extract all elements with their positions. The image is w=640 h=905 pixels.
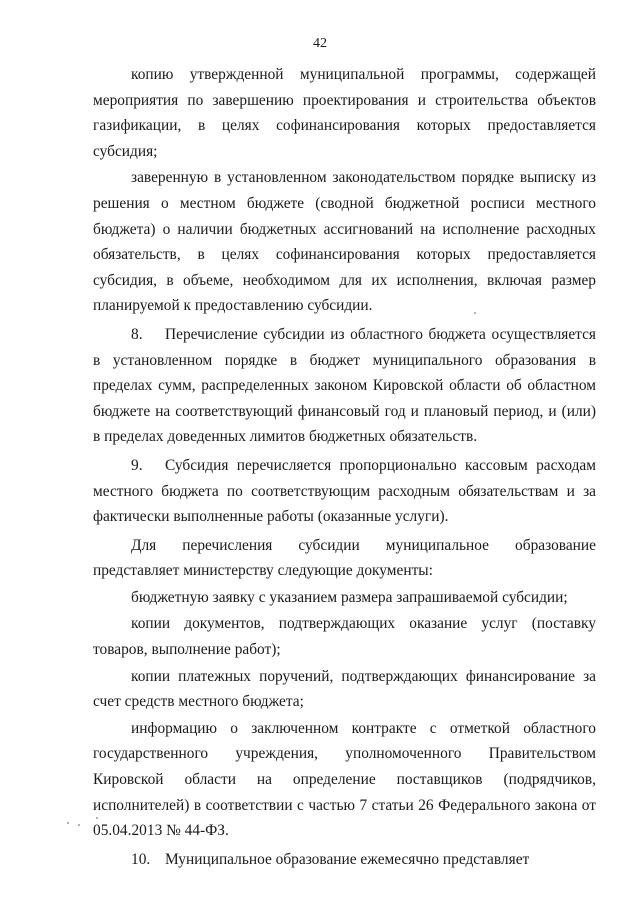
paragraph-contract-info [93,716,596,844]
paragraph-text: копии платежных поручений, подтверждающих финансирование за счет средств местного бюджета; [93,667,596,711]
scan-speck [96,817,98,819]
paragraph-text: Муниципальное образование ежемесячно представляет [165,850,530,868]
paragraph-item-9 [93,453,596,530]
paragraph-documents-intro [93,533,596,584]
paragraph-item-10 [93,847,596,873]
paragraph-text: Для перечисления субсидии муниципальное образование представляет министерству следующие документы: [93,536,596,580]
page-number: 42 [313,36,327,51]
paragraph-text: бюджетную заявку с указанием размера запрашиваемой субсидии; [131,588,568,606]
paragraph-payment-orders [93,664,596,715]
document-body [93,62,596,872]
item-number: 10. [131,850,151,868]
paragraph-service-documents [93,611,596,662]
paragraph-text: Субсидия перечисляется пропорционально кассовым расходам местного бюджета по соответствующим расходным обязательствам и за фактически выполненные работы (оказанные услуги). [93,456,596,526]
paragraph-text: копии документов, подтверждающих оказание услуг (поставку товаров, выполнение работ); [93,615,596,659]
paragraph-text: копию утвержденной муниципальной программы, содержащей мероприятия по завершению проектирования и строительства объектов газификации, в целях софинансирования которых предоставляется субсидия; [93,66,596,160]
scan-speck [78,824,80,826]
item-number: 8. [131,325,143,343]
paragraph-budget-extract [93,165,596,319]
item-number: 9. [131,456,143,474]
paragraph-text: заверенную в установленном законодательством порядке выписку из решения о местном бюджете (сводной бюджетной росписи местного бюджета) о наличии бюджетных ассигнований на исполнение расходных обязательств, в целях софинансирования которых предоставляется субсидия, в объеме, необходимом для их исполнения, включая размер планируемой к предоставлению субсидии. [93,169,596,315]
scan-speck [474,312,476,314]
scan-speck [67,822,69,824]
paragraph-program-copy [93,62,596,164]
paragraph-item-8 [93,322,596,450]
paragraph-text: Перечисление субсидии из областного бюджета осуществляется в установленном порядке в бюджет муниципального образования в пределах сумм, распределенных законом Кировской области об областном бюджете на соответствующий финансовый год и плановый период, и (или) в пределах доведенных лимитов бюджетных обязательств. [93,325,596,446]
paragraph-budget-request [93,585,596,611]
paragraph-text: информацию о заключенном контракте с отметкой областного государственного учреждения, уполномоченного Правительством Кировской области на определение поставщиков (подрядчиков, исполнителей) в соответствии с частью 7 статьи 26 Федерального закона от 05.04.2013 № 44-ФЗ. [93,719,596,840]
